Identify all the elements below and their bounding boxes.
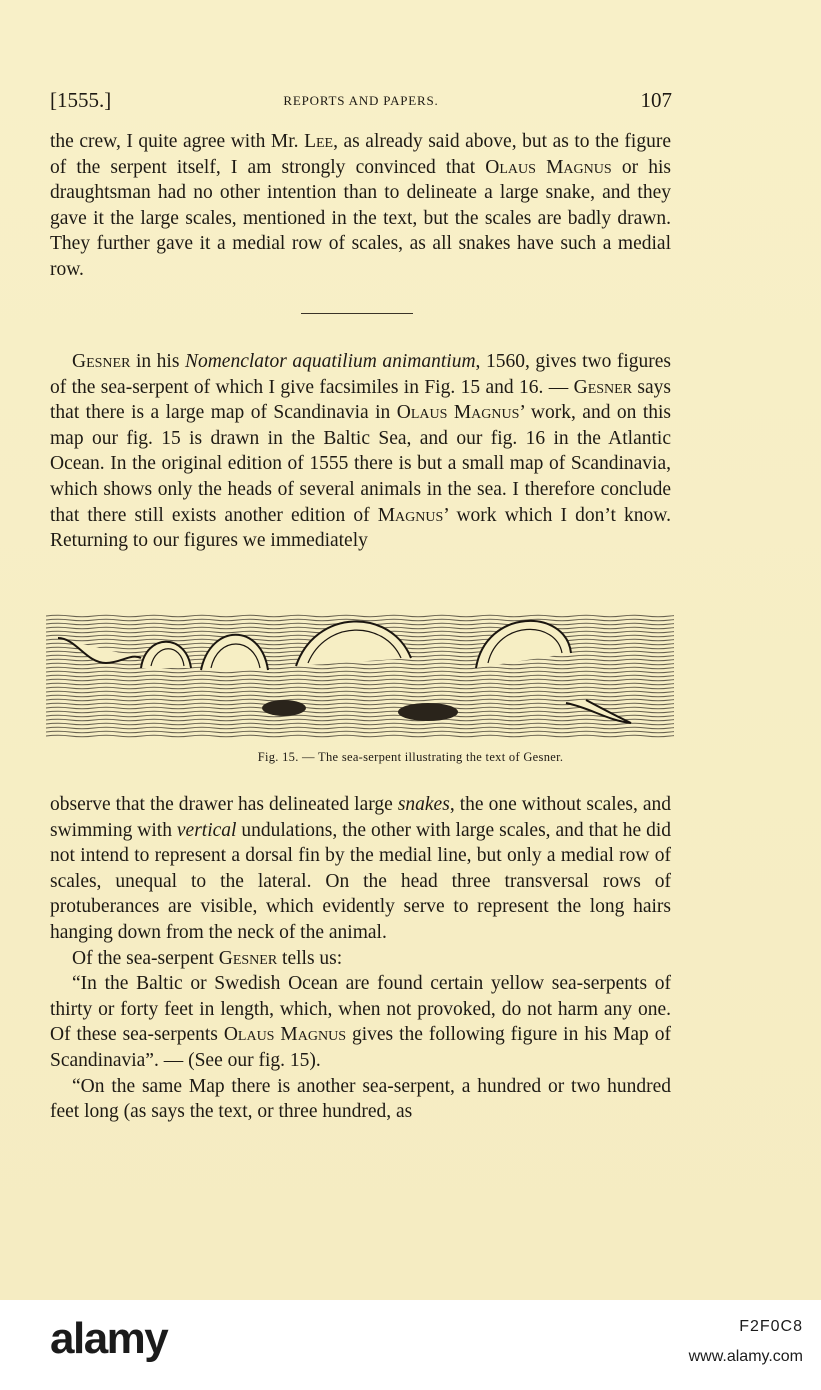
watermark-url: www.alamy.com [688,1348,803,1365]
page-number: 107 [640,88,672,112]
wave-line [46,731,674,733]
header-year: [1555.] [50,88,112,112]
name-olaus-magnus: Olaus Magnus [485,156,612,178]
wave-line [46,723,674,725]
scaled-body-2 [398,703,458,721]
wave-line [46,711,674,713]
section-divider [301,313,413,314]
wave-line [46,691,674,693]
wave-line [46,715,674,717]
wave-line [46,679,674,681]
wave-line [46,687,674,689]
wave-line [46,619,674,621]
wave-line [46,727,674,729]
wave-line [46,675,674,677]
paragraph-1: the crew, I quite agree with Mr. Lee, as already said above, but as to the figure of the serpent itself, I am strongly convinced that Olaus Magnus or his draughtsman had no other intention than to delineate a large snake, and they gave it the large scales, mentioned in the text, but the scales are badly drawn. They further gave it a medial row of scales, as all snakes have such a medial row. [50,131,671,280]
alamy-logo: alamy [50,1314,168,1363]
header-title: REPORTS AND PAPERS. [283,93,439,108]
wave-line [46,671,674,673]
paragraph-4: Of the sea-serpent Gesner tells us: [72,947,343,969]
wave-line [46,663,674,665]
figure-caption: Fig. 15. — The sea-serpent illustrating the text of Gesner. [257,750,564,764]
watermark-bar [0,1300,821,1390]
scaled-body-1 [262,700,306,716]
wave-line [46,615,674,617]
serpent-head-left [58,638,141,663]
wave-line [46,699,674,701]
book-title: Nomenclator aquatilium animantium [184,351,476,372]
wave-line [46,683,674,685]
paragraph-2: Gesner in his Nomenclator aquatilium animantium, 1560, gives two figures of the sea-serpent of which I give facsimiles in Fig. 15 and 16. — Gesner says that there is a large map of Scandinavia in Olaus Magnus’ work, and on this map our fig. 15 is drawn in the Baltic Sea, and our fig. 16 in the Atlantic Ocean. In the original edition of 1555 there is but a small map of Scandinavia, which shows only the heads of several animals in the sea. I therefore conclude that there still exists another edition of Magnus’ work which I don’t know. Returning to our figures we immediately [50,351,672,552]
sea-serpent-engraving [46,608,674,742]
name-lee: Lee [304,131,334,152]
running-head [50,88,672,114]
image-id: F2F0C8 [739,1318,803,1335]
wave-line [46,719,674,721]
paragraph-5: “In the Baltic or Swedish Ocean are found certain yellow sea-serpents of thirty or forty feet in length, which, when not provoked, do not harm any one. Of these sea-serpents Olaus Magnus gives the following figure in his Map of Scandinavia”. — (See our fig. 15). [50,973,671,1071]
wave-line [46,695,674,697]
name-gesner: Gesner [72,351,131,372]
paragraph-3: observe that the drawer has delineated large snakes, the one without scales, and swimming with vertical undulations, the other with large scales, and that he did not intend to represent a dorsal fin by the medial line, but only a medial row of scales, unequal to the lateral. On the head three transversal rows of protuberances are visible, which evidently serve to represent the long hairs hanging down from the neck of the animal. Of the sea-serpent Gesner tells us: “In the Baltic or Swedish Ocean are found certain yellow sea-serpents of thirty or forty feet in length, which, when not provoked, do not harm any one. Of these sea-serpents Olaus Magnus gives the following figure in his Map of Scandinavia”. — (See our fig. 15). “On the same Map there is another sea-serpent, a hundred or two hundred feet long (as says the text, or three hundred, as [50,792,671,1125]
sea-serpent-figure [46,608,674,742]
paragraph-6: “On the same Map there is another sea-serpent, a hundred or two hundred feet long (as says the text, or three hundred, as [50,1075,671,1123]
wave-line [46,735,674,737]
